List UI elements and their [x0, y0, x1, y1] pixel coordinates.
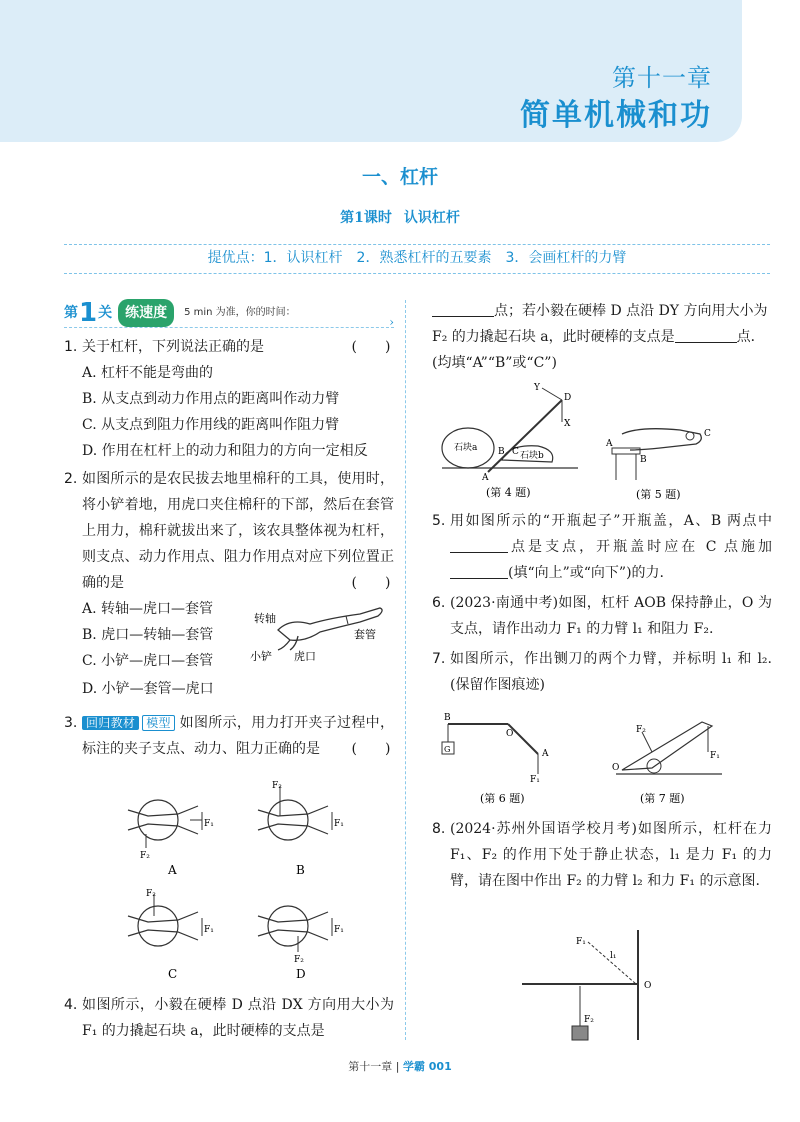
cotton-tool-figure	[250, 590, 390, 662]
key-points-bar: 提优点：1．认识杠杆 2．熟悉杠杆的五要素 3．会画杠杆的力臂	[64, 244, 770, 274]
svg-text:F₂: F₂	[146, 889, 156, 899]
label-xiaochan: 小铲	[250, 650, 272, 662]
question-text: 如图所示，作出铡刀的两个力臂，并标明 l₁ 和 l₂.(保留作图痕迹)	[450, 651, 772, 693]
svg-text:F₁: F₁	[334, 925, 344, 935]
fig5-c: C	[704, 429, 711, 439]
question-3	[64, 710, 394, 762]
question-text: 如图所示的是农民拔去地里棉秆的工具，使用时，将小铲着地，用虎口夹住棉秆的下部，然后在套管上用力，棉秆就拔出来了，该农具整体视为杠杆，则支点、动力作用点、阻力作用点对应下列位置正确的是	[82, 471, 394, 591]
stage-post: 关	[98, 304, 113, 321]
lesson-part2: 认识杠杆	[403, 210, 460, 226]
figure-5	[600, 420, 720, 502]
fig6-b: B	[444, 713, 451, 723]
blank[interactable]	[675, 327, 737, 343]
figure-8	[520, 930, 670, 1048]
option-c: C. 小铲—虎口—套管	[82, 653, 214, 669]
answer-paren: ( )	[351, 741, 391, 757]
question-number: 2.	[64, 471, 78, 487]
right-column-lower	[432, 508, 772, 698]
clip-label-c: C	[168, 967, 178, 981]
figure-7	[612, 712, 732, 808]
footer-brand: 学霸 001	[402, 1060, 452, 1073]
fig6-caption: (第 6 题)	[480, 792, 525, 805]
fig4-c: C	[512, 447, 519, 457]
fig5-caption: (第 5 题)	[636, 488, 681, 501]
clip-figures	[118, 776, 358, 986]
fig6-g: G	[444, 745, 451, 754]
lesson-part1: 第1课时	[340, 210, 392, 226]
stage-time: 5 min 为准，你的时间：	[184, 306, 296, 318]
blank[interactable]	[450, 537, 508, 553]
answer-paren: ( )	[351, 575, 391, 591]
question-4-right	[432, 298, 772, 376]
fig5-b: B	[640, 455, 647, 465]
svg-text:F₂: F₂	[140, 851, 150, 861]
question-8	[432, 816, 772, 894]
label-zhuanzhou: 转轴	[254, 612, 276, 625]
footer-separator: |	[395, 1060, 400, 1073]
fig4-stone-b: 石块b	[520, 451, 544, 461]
option-d: D. 小铲—套管—虎口	[82, 681, 214, 697]
question-number: 6.	[432, 595, 446, 611]
question-text: 如图所示，小毅在硬棒 D 点沿 DX 方向用大小为 F₁ 的力撬起石块 a，此时硬棒的支点是	[82, 997, 394, 1039]
clip-b	[258, 781, 344, 877]
fig4-d: D	[564, 393, 572, 403]
question-number: 3.	[64, 715, 78, 731]
question-number: 8.	[432, 821, 446, 837]
chapter-number: 第十一章	[612, 64, 712, 92]
tag-textbook: 回归教材	[82, 716, 139, 730]
stage-pre: 第	[64, 304, 78, 321]
question-text: 关于杠杆，下列说法正确的是	[82, 339, 264, 355]
fig4-x: X	[564, 419, 571, 429]
question-text: 如图所示，用力打开夹子过程中，标注的夹子支点、动力、阻力正确的是	[82, 715, 394, 757]
fig4-a: A	[482, 473, 489, 483]
tag-model: 模型	[142, 715, 175, 731]
blank[interactable]	[432, 301, 494, 317]
clip-c	[128, 889, 214, 981]
chapter-title: 简单机械和功	[520, 98, 712, 133]
clip-d	[258, 906, 344, 981]
fig4-caption: (第 4 题)	[486, 486, 531, 499]
clip-label-a: A	[168, 863, 177, 877]
question-text: 点是支点，开瓶盖时应在 C 点施加	[508, 539, 772, 555]
fig6-a: A	[542, 749, 549, 759]
question-text: (填“向上”或“向下”)的力.	[508, 565, 665, 581]
question-2	[64, 466, 394, 704]
question-6	[432, 590, 772, 642]
option-c: C. 从支点到阻力作用线的距离叫作阻力臂	[82, 417, 340, 433]
option-d: D. 作用在杠杆上的动力和阻力的方向一定相反	[82, 443, 368, 459]
stage-number: 1	[79, 297, 98, 328]
arrow-icon: ›	[389, 315, 394, 329]
option-a: A. 杠杆不能是弯曲的	[82, 365, 214, 381]
section-title: 一、杠杆	[361, 166, 438, 188]
question-text: 用如图所示的“开瓶起子”开瓶盖，A、B 两点中	[450, 513, 772, 529]
fig6-f1: F₁	[530, 775, 540, 785]
fig8-f1: F₁	[576, 937, 586, 947]
question-text: 点．(均填“A”“B”或“C”)	[432, 329, 765, 371]
footer-chapter: 第十一章	[348, 1060, 393, 1073]
left-column	[64, 298, 394, 762]
label-hukou: 虎口	[294, 650, 316, 662]
fig4-y: Y	[534, 383, 540, 393]
fig6-o: O	[506, 729, 514, 739]
svg-text:F₁: F₁	[204, 925, 214, 935]
question-text: (2024·苏州外国语学校月考)如图所示，杠杆在力 F₁、F₂ 的作用下处于静止状态，l₁ 是力 F₁ 的力臂，请在图中作出 F₂ 的力臂 l₂ 和力 F₁ 的示意图.	[450, 821, 772, 889]
fig7-caption: (第 7 题)	[640, 792, 685, 805]
fig5-a: A	[606, 439, 613, 449]
fig7-f1: F₁	[710, 751, 720, 761]
page-footer	[0, 1058, 800, 1074]
question-text: 点；若小毅在硬棒 D 点沿 DY 方向用大小为 F₂ 的力撬起石块 a，此时硬棒的支点是	[432, 303, 768, 345]
answer-paren: ( )	[351, 339, 391, 355]
fig4-stone-a: 石块a	[454, 443, 478, 453]
lesson-title	[0, 207, 800, 227]
svg-text:F₁: F₁	[334, 819, 344, 829]
stage-pill: 练速度	[118, 299, 174, 327]
figure-6	[438, 712, 578, 808]
question-4-left	[64, 992, 394, 1044]
blank[interactable]	[450, 563, 508, 579]
label-taoguan: 套管	[354, 628, 376, 641]
svg-text:F₂: F₂	[294, 955, 304, 965]
question-7	[432, 646, 772, 698]
question-number: 5.	[432, 513, 446, 529]
option-b: B. 从支点到动力作用点的距离叫作动力臂	[82, 391, 340, 407]
fig8-o: O	[644, 981, 652, 991]
option-a: A. 转轴—虎口—套管	[82, 601, 214, 617]
fig7-o: O	[612, 763, 620, 773]
svg-text:F₁: F₁	[204, 819, 214, 829]
svg-text:F₂: F₂	[272, 781, 282, 791]
clip-label-b: B	[296, 863, 305, 877]
question-text: (2023·南通中考)如图，杠杆 AOB 保持静止，O 为支点，请作出动力 F₁ 的力臂 l₁ 和阻力 F₂.	[450, 595, 772, 637]
fig8-f2: F₂	[584, 1015, 594, 1025]
question-number: 7.	[432, 651, 446, 667]
fig4-b: B	[498, 447, 505, 457]
fig7-f2: F₂	[636, 725, 646, 735]
clip-label-d: D	[296, 967, 306, 981]
column-divider	[405, 300, 406, 1040]
question-number: 4.	[64, 997, 78, 1013]
stage-label	[64, 297, 113, 328]
fig8-l1: l₁	[610, 951, 617, 961]
question-1	[64, 334, 394, 464]
clip-a	[128, 800, 214, 877]
question-number: 1.	[64, 339, 78, 355]
figure-4	[438, 382, 588, 502]
option-b: B. 虎口—转轴—套管	[82, 627, 214, 643]
right-column	[432, 298, 772, 376]
question-5	[432, 508, 772, 586]
stage-header	[64, 298, 394, 328]
